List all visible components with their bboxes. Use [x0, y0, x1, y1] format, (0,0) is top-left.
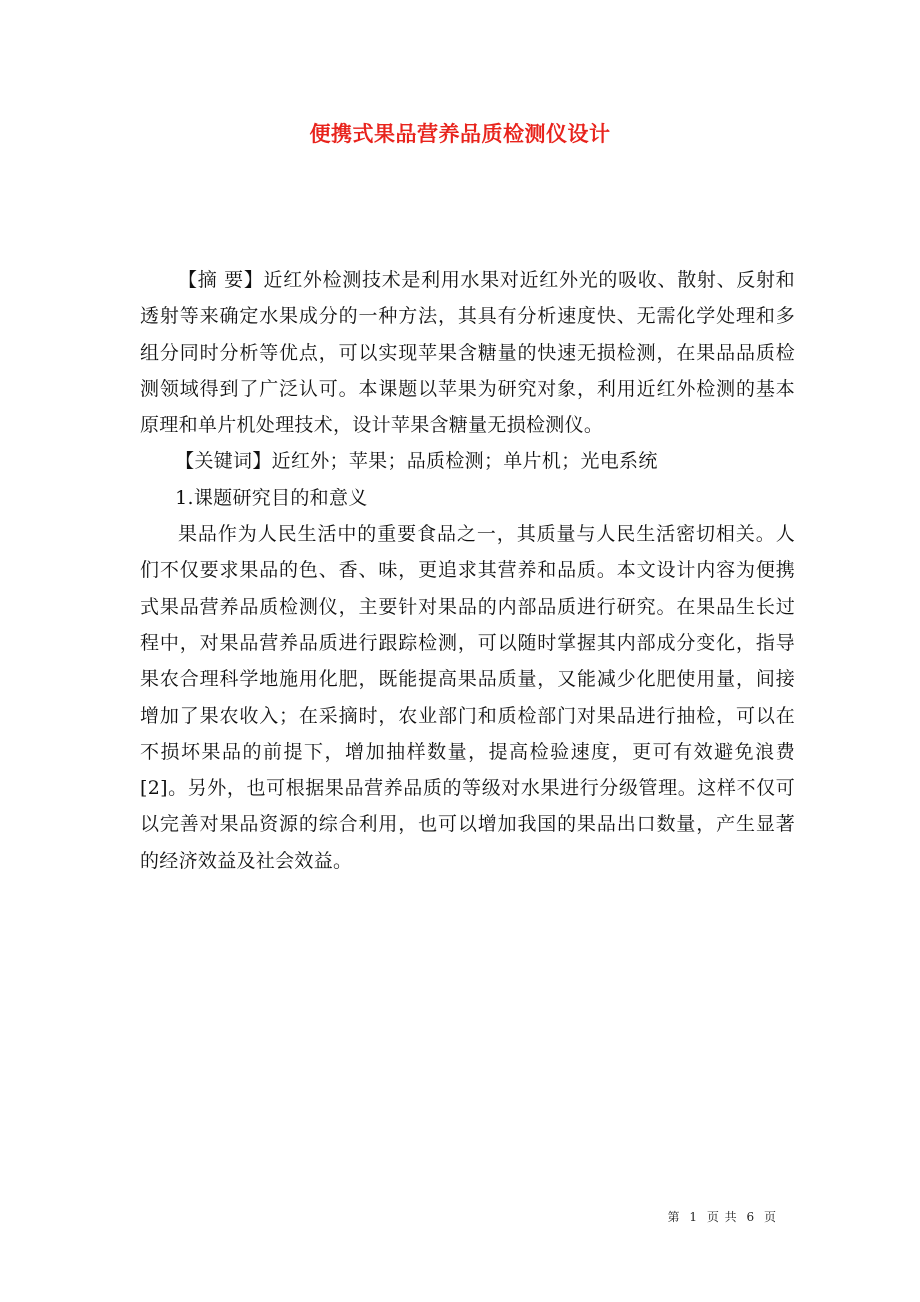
footer-total-pages: 6	[746, 1210, 756, 1224]
footer-prefix: 第	[667, 1210, 681, 1224]
footer-middle: 页 共	[706, 1210, 738, 1224]
document-body	[140, 262, 795, 879]
abstract-paragraph: 【摘 要】近红外检测技术是利用水果对近红外光的吸收、散射、反射和透射等来确定水果成分的一种方法，其具有分析速度快、无需化学处理和多组分同时分析等优点，可以实现苹果含糖量的快速无损检测，在果品品质检测领域得到了广泛认可。本课题以苹果为研究对象，利用近红外检测的基本原理和单片机处理技术，设计苹果含糖量无损检测仪。	[140, 269, 795, 437]
page-footer	[666, 1208, 779, 1225]
footer-current-page: 1	[689, 1210, 699, 1224]
footer-suffix: 页	[763, 1210, 777, 1224]
section-heading: 1.课题研究目的和意义	[175, 486, 368, 509]
document-title: 便携式果品营养品质检测仪设计	[309, 121, 611, 146]
keywords-paragraph: 【关键词】近红外；苹果；品质检测；单片机；光电系统	[175, 450, 658, 473]
body-paragraph: 果品作为人民生活中的重要食品之一，其质量与人民生活密切相关。人们不仅要求果品的色、香、味，更追求其营养和品质。本文设计内容为便携式果品营养品质检测仪，主要针对果品的内部品质进行研究。在果品生长过程中，对果品营养品质进行跟踪检测，可以随时掌握其内部成分变化，指导果农合理科学地施用化肥，既能提高果品质量，又能减少化肥使用量，间接增加了果农收入；在采摘时，农业部门和质检部门对果品进行抽检，可以在不损坏果品的前提下，增加抽样数量，提高检验速度，更可有效避免浪费[2]。另外，也可根据果品营养品质的等级对水果进行分级管理。这样不仅可以完善对果品资源的综合利用，也可以增加我国的果品出口数量，产生显著的经济效益及社会效益。	[140, 523, 795, 872]
